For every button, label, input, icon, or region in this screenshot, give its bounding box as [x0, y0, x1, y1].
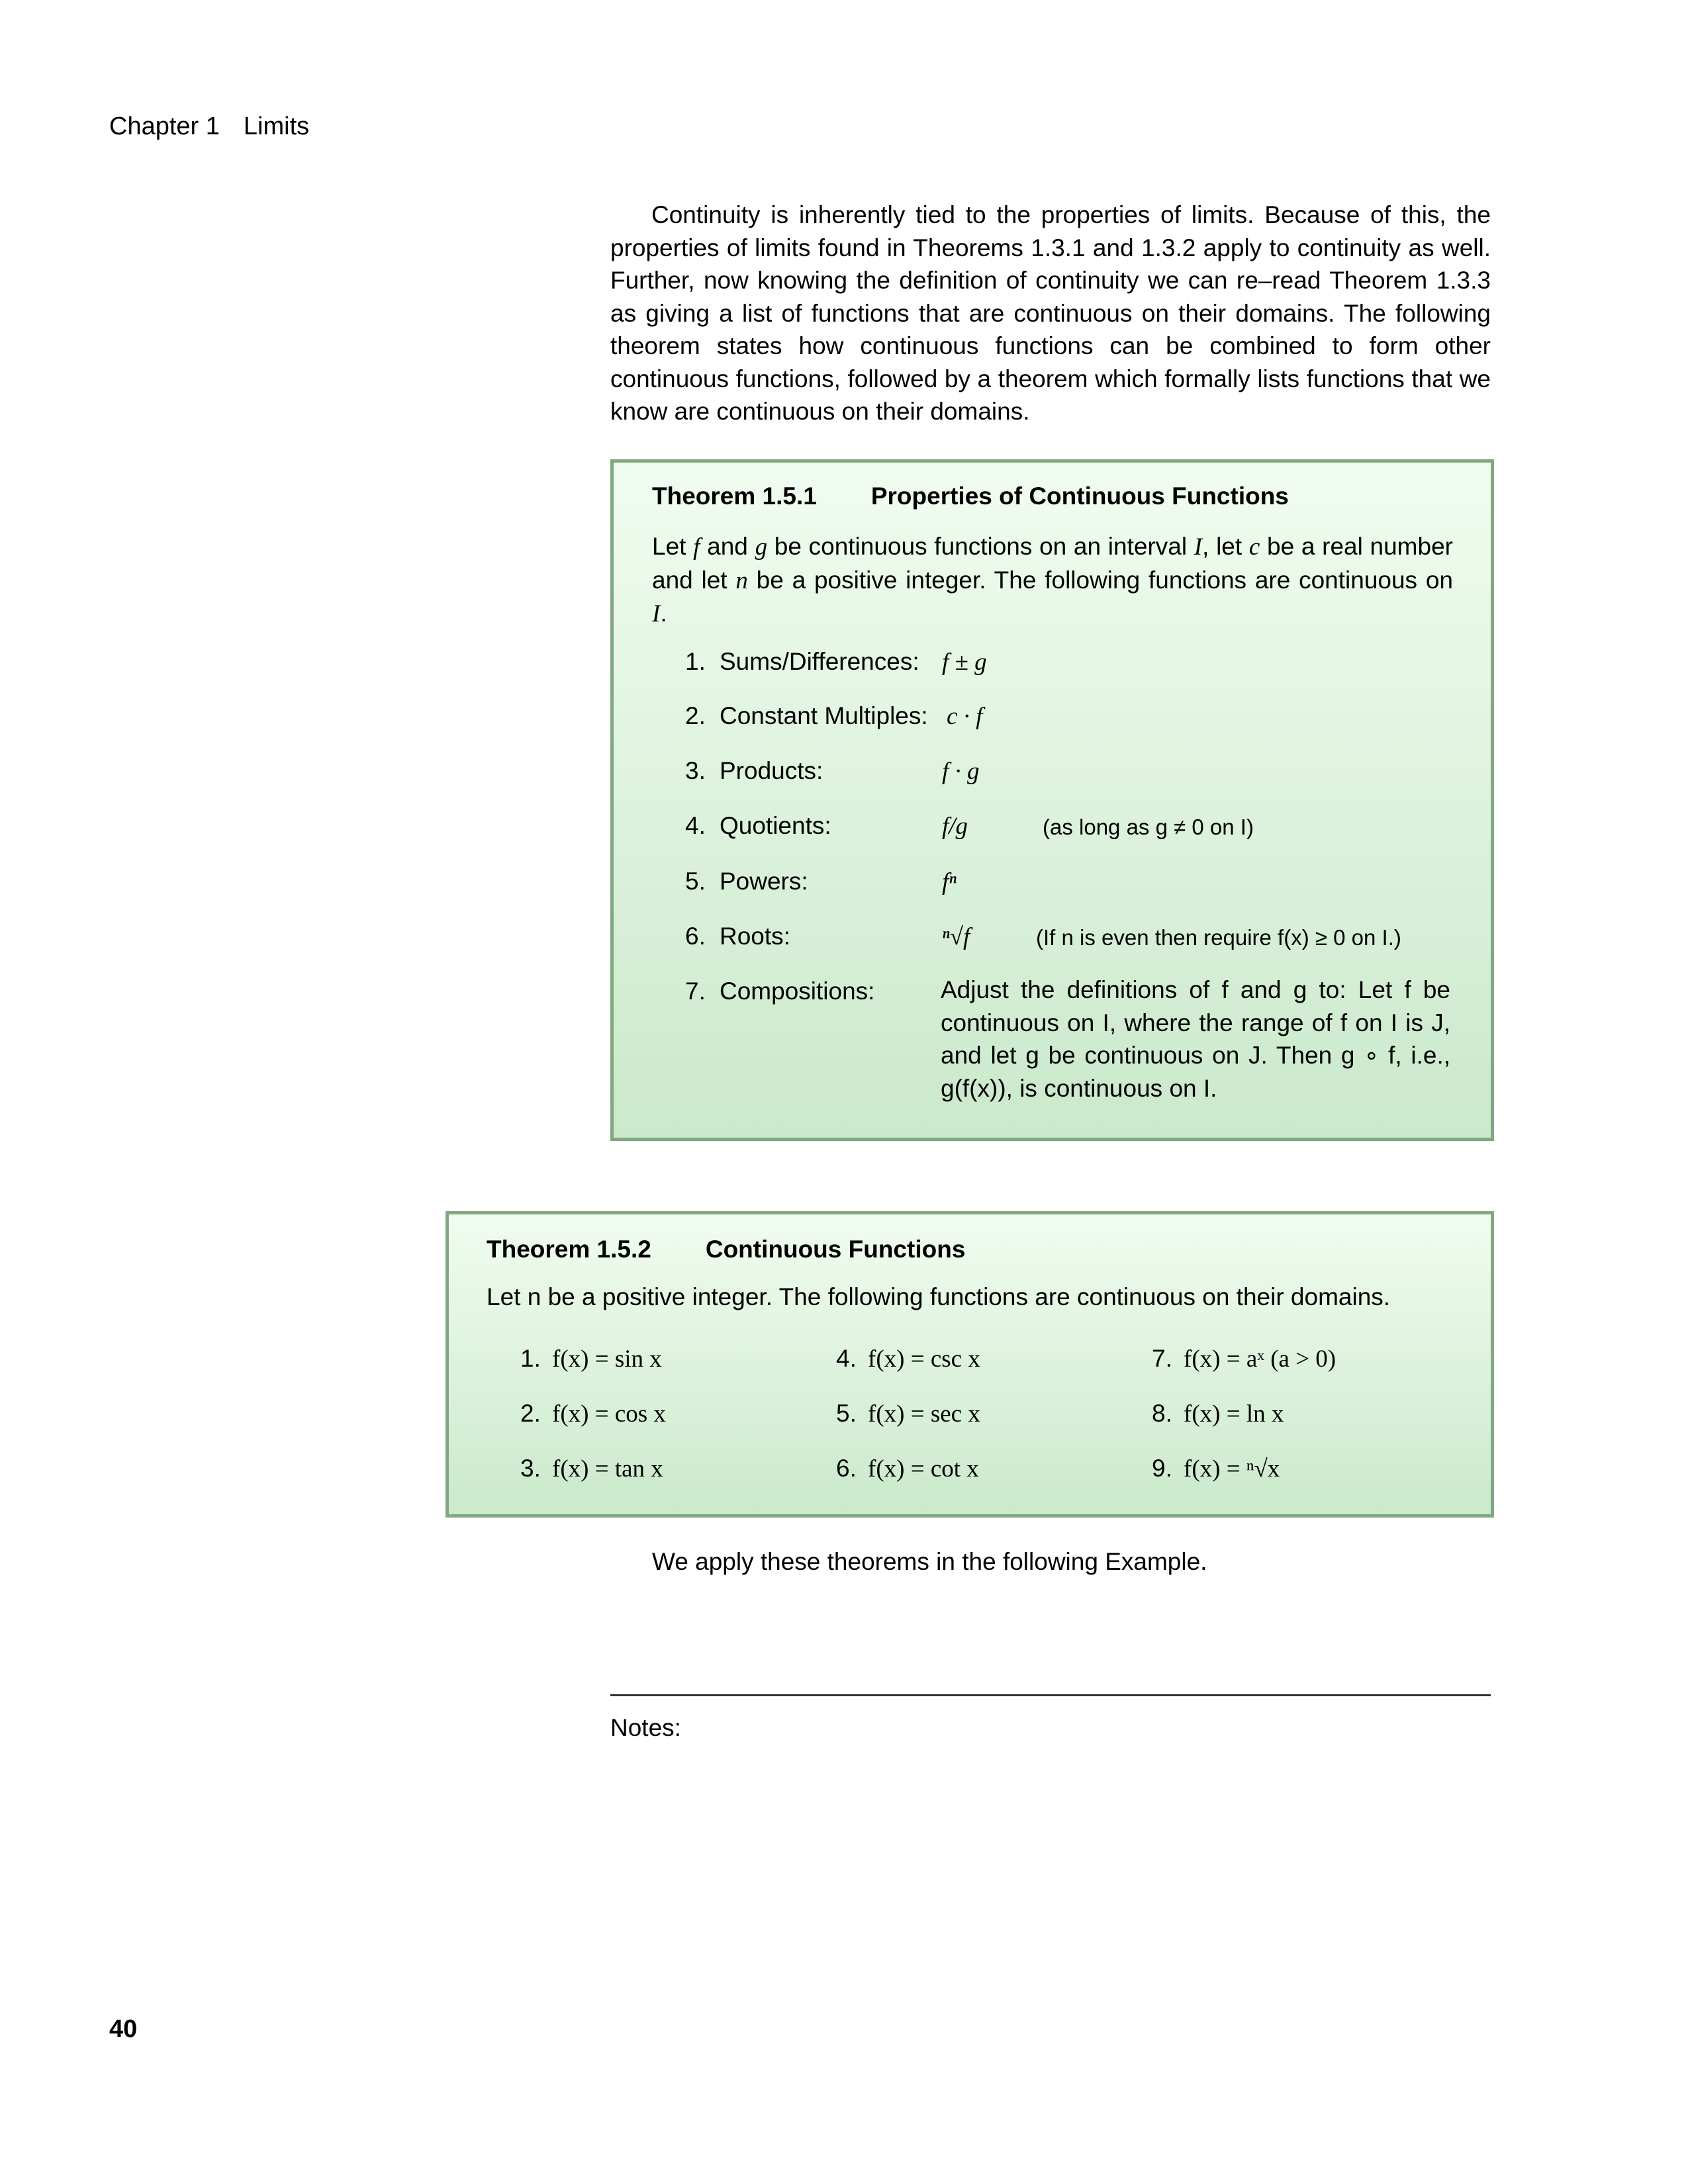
theorem-1-5-1-statement: Let f and g be continuous functions on an interval I, let c be a real number and let n be a positive integer. The following functions are continuous on I.	[652, 533, 1453, 627]
theorem-number: Theorem 1.5.2	[487, 1236, 651, 1263]
property-expression: ⁿ√f	[942, 923, 970, 950]
running-head	[109, 113, 309, 141]
property-expression: c · f	[947, 703, 983, 730]
intro-paragraph	[610, 199, 1491, 428]
composition-description: Adjust the definitions of f and g to: Let f be continuous on I, where the range of f on I is J, and let g be continuous on J. Then g ∘ f, i.e., g(f(x)), is continuous on I.	[941, 976, 1450, 1102]
theorem-1-5-1-box: Theorem 1.5.1 Properties of Continuous Functions Let f and g be continuous functions on an interval I, let c be a real number and let n be a positive integer. The following functions are continuous on I. 1. Sums/Differences: f ± g 2. Constant Multiples: c · f 3. Products: f · g 4. Quotients: f/g (as long as g ≠ 0 on I) 5. Powers: fⁿ 6. Roots: ⁿ√f (If n is even then require f(x) ≥ 0 on I.) 7. Compositions: Adjust the definitions of f and g to: Let f be continuous on I, where the range of f on I is J, and let g be continuous on J. Then g ∘ f, i.e., g(f(x)), is continuous on I.	[610, 459, 1494, 1141]
function-item: 9. f(x) = ⁿ√x	[1152, 1455, 1280, 1482]
theorem-1-5-2-box	[445, 1211, 1494, 1518]
function-item: 7. f(x) = aˣ (a > 0)	[1152, 1345, 1336, 1373]
theorem-title: Continuous Functions	[705, 1236, 966, 1263]
intro-paragraph-text: Continuity is inherently tied to the properties of limits. Because of this, the properties of limits found in Theorems 1.3.1 and 1.3.2 apply to continuity as well. Further, now knowing the definition of continuity we can re–read Theorem 1.3.3 as giving a list of functions that are continuous on their domains. The following theorem states how continuous functions can be combined to form other continuous functions, followed by a theorem which formally lists functions that we know are continuous on their domains.	[610, 201, 1491, 425]
theorem-1-5-1-heading	[652, 482, 1289, 510]
property-expression: f/g	[942, 813, 968, 840]
property-note: (as long as g ≠ 0 on I)	[1043, 815, 1254, 839]
function-item: 4. f(x) = csc x	[836, 1345, 980, 1373]
function-item: 1. f(x) = sin x	[520, 1345, 662, 1373]
function-item: 3. f(x) = tan x	[520, 1455, 663, 1482]
theorem-number: Theorem 1.5.1	[652, 482, 817, 510]
function-item: 5. f(x) = sec x	[836, 1400, 980, 1428]
property-expression: fⁿ	[942, 868, 957, 895]
theorem-1-5-2-statement: Let n be a positive integer. The following functions are continuous on their domains.	[487, 1283, 1391, 1310]
section-label: Limits	[243, 113, 310, 140]
notes-label: Notes:	[610, 1714, 681, 1741]
page-number: 40	[109, 2015, 138, 2043]
function-item: 6. f(x) = cot x	[836, 1455, 979, 1482]
function-item: 8. f(x) = ln x	[1152, 1400, 1284, 1428]
notes-divider	[610, 1694, 1491, 1696]
function-item: 2. f(x) = cos x	[520, 1400, 666, 1428]
theorem-title: Properties of Continuous Functions	[870, 482, 1289, 510]
property-note: (If n is even then require f(x) ≥ 0 on I.)	[1036, 925, 1401, 950]
property-expression: f ± g	[942, 649, 987, 676]
property-expression: f · g	[942, 758, 980, 785]
theorem-1-5-2-heading	[487, 1236, 965, 1263]
closing-paragraph: We apply these theorems in the following Example.	[652, 1548, 1207, 1575]
chapter-label: Chapter 1	[109, 113, 220, 140]
